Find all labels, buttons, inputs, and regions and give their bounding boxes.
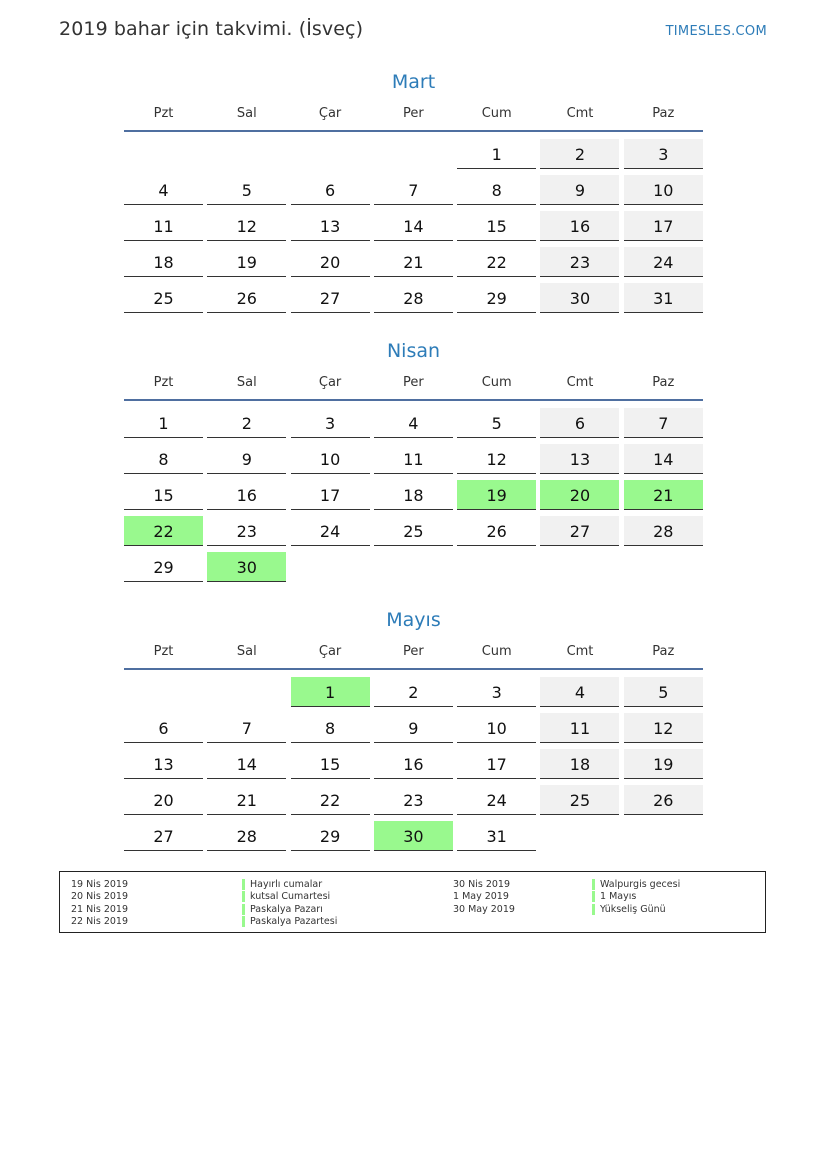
empty-cell — [457, 552, 536, 582]
day-cell: 18 — [124, 247, 203, 277]
empty-cell — [374, 139, 453, 169]
day-cell: 19 — [457, 480, 536, 510]
week-row — [124, 511, 703, 547]
day-cell: 9 — [374, 713, 453, 743]
day-cell: 10 — [291, 444, 370, 474]
day-cell: 21 — [374, 247, 453, 277]
legend-left-names — [242, 879, 337, 928]
day-cell: 23 — [374, 785, 453, 815]
weekday-label: Çar — [318, 374, 342, 390]
day-cell: 17 — [624, 211, 703, 241]
day-cell: 13 — [291, 211, 370, 241]
legend-holiday-name: 1 Mayıs — [592, 891, 636, 902]
legend-line — [242, 916, 337, 928]
weekday-label: Paz — [652, 105, 675, 121]
weekday-label: Sal — [236, 374, 257, 390]
day-cell: 12 — [624, 713, 703, 743]
day-cell: 30 — [374, 821, 453, 851]
legend-holiday-name: Walpurgis gecesi — [592, 879, 680, 890]
legend-line — [71, 891, 128, 903]
day-cell: 16 — [540, 211, 619, 241]
month-1 — [124, 337, 703, 583]
month-title: Mayıs — [386, 609, 441, 631]
weekday-label: Pzt — [153, 105, 174, 121]
legend-right-names — [592, 879, 680, 916]
day-cell: 21 — [624, 480, 703, 510]
day-cell: 3 — [624, 139, 703, 169]
day-cell: 28 — [624, 516, 703, 546]
day-cell: 25 — [374, 516, 453, 546]
weekday-label: Çar — [318, 643, 342, 659]
day-cell: 15 — [124, 480, 203, 510]
day-cell: 28 — [374, 283, 453, 313]
week-row — [124, 672, 703, 708]
day-cell: 7 — [207, 713, 286, 743]
weekday-header — [124, 365, 703, 401]
weekday-label: Cmt — [566, 105, 594, 121]
day-cell: 1 — [457, 139, 536, 169]
day-cell: 22 — [291, 785, 370, 815]
day-cell: 16 — [207, 480, 286, 510]
legend-date: 21 Nis 2019 — [71, 903, 128, 915]
empty-cell — [624, 821, 703, 851]
weekday-label: Cum — [481, 105, 512, 121]
empty-cell — [540, 821, 619, 851]
day-cell: 11 — [540, 713, 619, 743]
day-cell: 4 — [124, 175, 203, 205]
day-cell: 27 — [291, 283, 370, 313]
day-cell: 2 — [540, 139, 619, 169]
day-cell: 8 — [457, 175, 536, 205]
empty-cell — [207, 139, 286, 169]
day-cell: 22 — [457, 247, 536, 277]
month-title: Nisan — [386, 340, 441, 362]
week-row — [124, 278, 703, 314]
day-cell: 4 — [374, 408, 453, 438]
day-cell: 24 — [291, 516, 370, 546]
weekday-label: Pzt — [153, 374, 174, 390]
legend-holiday-name: Yükseliş Günü — [592, 904, 666, 915]
day-cell: 5 — [624, 677, 703, 707]
day-cell: 8 — [291, 713, 370, 743]
day-cell: 24 — [457, 785, 536, 815]
day-cell: 8 — [124, 444, 203, 474]
legend-left-dates — [71, 879, 128, 928]
day-cell: 15 — [291, 749, 370, 779]
empty-cell — [291, 552, 370, 582]
legend-holiday-name: Hayırlı cumalar — [242, 879, 322, 890]
legend-line — [592, 904, 680, 916]
legend-line — [453, 879, 515, 891]
weekday-label: Per — [403, 643, 424, 659]
day-cell: 1 — [124, 408, 203, 438]
day-cell: 19 — [624, 749, 703, 779]
day-cell: 15 — [457, 211, 536, 241]
weekday-label: Cum — [481, 374, 512, 390]
day-cell: 18 — [540, 749, 619, 779]
holiday-legend — [59, 871, 766, 933]
empty-cell — [291, 139, 370, 169]
week-row — [124, 547, 703, 583]
legend-line — [242, 891, 337, 903]
legend-right-dates — [453, 879, 515, 916]
day-cell: 21 — [207, 785, 286, 815]
week-row — [124, 439, 703, 475]
legend-holiday-name: Paskalya Pazarı — [242, 904, 323, 915]
week-row — [124, 170, 703, 206]
legend-line — [242, 904, 337, 916]
day-cell: 5 — [207, 175, 286, 205]
empty-cell — [207, 677, 286, 707]
day-cell: 9 — [207, 444, 286, 474]
legend-date: 30 May 2019 — [453, 903, 515, 915]
day-cell: 20 — [291, 247, 370, 277]
weekday-label: Paz — [652, 643, 675, 659]
day-cell: 3 — [457, 677, 536, 707]
day-cell: 12 — [457, 444, 536, 474]
weekday-label: Per — [403, 105, 424, 121]
day-cell: 13 — [124, 749, 203, 779]
day-cell: 26 — [624, 785, 703, 815]
weekday-label: Cmt — [566, 374, 594, 390]
day-cell: 31 — [624, 283, 703, 313]
day-cell: 22 — [124, 516, 203, 546]
week-row — [124, 744, 703, 780]
week-row — [124, 475, 703, 511]
weekday-label: Pzt — [153, 643, 174, 659]
empty-cell — [540, 552, 619, 582]
legend-date: 20 Nis 2019 — [71, 891, 128, 903]
day-cell: 7 — [374, 175, 453, 205]
day-cell: 3 — [291, 408, 370, 438]
weekday-header — [124, 634, 703, 670]
day-cell: 26 — [207, 283, 286, 313]
day-cell: 25 — [540, 785, 619, 815]
day-cell: 13 — [540, 444, 619, 474]
weekday-header — [124, 96, 703, 132]
legend-holiday-name: Paskalya Pazartesi — [242, 916, 337, 927]
day-cell: 14 — [374, 211, 453, 241]
legend-date: 22 Nis 2019 — [71, 915, 128, 927]
day-cell: 23 — [540, 247, 619, 277]
day-cell: 2 — [374, 677, 453, 707]
day-cell: 5 — [457, 408, 536, 438]
weekday-label: Sal — [236, 643, 257, 659]
day-cell: 4 — [540, 677, 619, 707]
day-cell: 11 — [124, 211, 203, 241]
day-cell: 16 — [374, 749, 453, 779]
legend-line — [453, 891, 515, 903]
month-title: Mart — [391, 71, 436, 93]
week-row — [124, 134, 703, 170]
day-cell: 1 — [291, 677, 370, 707]
legend-date: 19 Nis 2019 — [71, 879, 128, 890]
day-cell: 6 — [540, 408, 619, 438]
week-row — [124, 403, 703, 439]
day-cell: 29 — [291, 821, 370, 851]
day-cell: 14 — [624, 444, 703, 474]
day-cell: 29 — [457, 283, 536, 313]
day-cell: 31 — [457, 821, 536, 851]
day-cell: 2 — [207, 408, 286, 438]
legend-line — [592, 891, 680, 903]
day-cell: 17 — [457, 749, 536, 779]
day-cell: 10 — [457, 713, 536, 743]
day-cell: 9 — [540, 175, 619, 205]
day-cell: 18 — [374, 480, 453, 510]
day-cell: 25 — [124, 283, 203, 313]
legend-line — [71, 879, 128, 891]
legend-date: 30 Nis 2019 — [453, 879, 510, 890]
day-cell: 27 — [540, 516, 619, 546]
weekday-label: Cum — [481, 643, 512, 659]
weekday-label: Paz — [652, 374, 675, 390]
week-row — [124, 816, 703, 852]
day-cell: 29 — [124, 552, 203, 582]
legend-line — [71, 904, 128, 916]
day-cell: 7 — [624, 408, 703, 438]
day-cell: 6 — [291, 175, 370, 205]
day-cell: 19 — [207, 247, 286, 277]
legend-line — [71, 916, 128, 928]
day-cell: 23 — [207, 516, 286, 546]
day-cell: 26 — [457, 516, 536, 546]
day-cell: 14 — [207, 749, 286, 779]
month-0 — [124, 68, 703, 314]
weekday-label: Per — [403, 374, 424, 390]
day-cell: 10 — [624, 175, 703, 205]
day-cell: 12 — [207, 211, 286, 241]
week-row — [124, 780, 703, 816]
week-row — [124, 206, 703, 242]
day-cell: 11 — [374, 444, 453, 474]
day-cell: 27 — [124, 821, 203, 851]
day-cell: 28 — [207, 821, 286, 851]
empty-cell — [124, 677, 203, 707]
day-cell: 17 — [291, 480, 370, 510]
day-cell: 6 — [124, 713, 203, 743]
day-cell: 24 — [624, 247, 703, 277]
legend-line — [453, 904, 515, 916]
legend-line — [592, 879, 680, 891]
brand-link[interactable]: TIMESLES.COM — [665, 24, 767, 39]
weekday-label: Sal — [236, 105, 257, 121]
legend-date: 1 May 2019 — [453, 891, 509, 903]
weekday-label: Çar — [318, 105, 342, 121]
week-row — [124, 242, 703, 278]
month-2 — [124, 606, 703, 852]
legend-line — [242, 879, 337, 891]
day-cell: 20 — [124, 785, 203, 815]
empty-cell — [374, 552, 453, 582]
page-title: 2019 bahar için takvimi. (İsveç) — [59, 18, 364, 40]
day-cell: 20 — [540, 480, 619, 510]
day-cell: 30 — [540, 283, 619, 313]
empty-cell — [624, 552, 703, 582]
empty-cell — [124, 139, 203, 169]
day-cell: 30 — [207, 552, 286, 582]
legend-holiday-name: kutsal Cumartesi — [242, 891, 330, 902]
week-row — [124, 708, 703, 744]
weekday-label: Cmt — [566, 643, 594, 659]
